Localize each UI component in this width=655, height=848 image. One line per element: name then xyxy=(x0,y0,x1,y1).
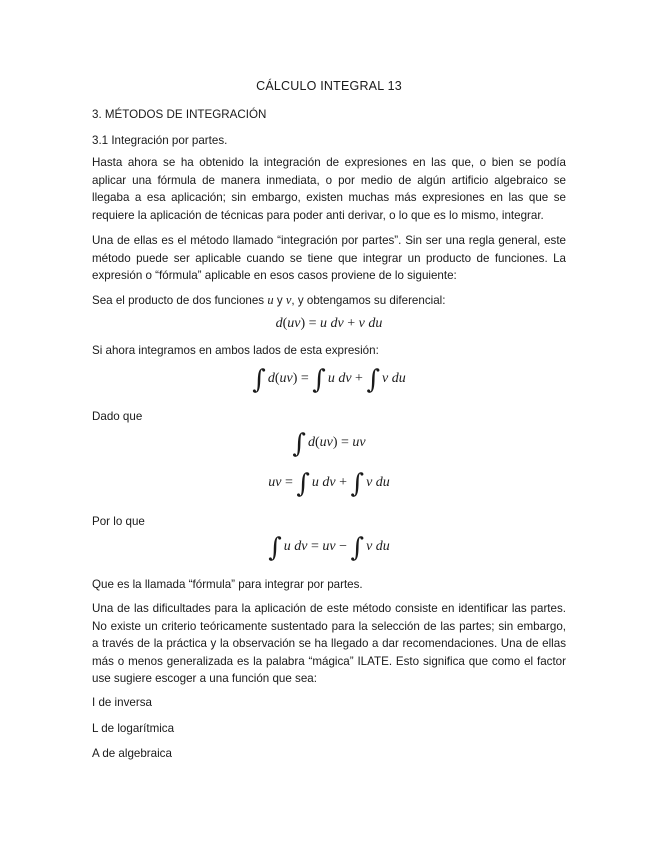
product-intro-line xyxy=(92,292,445,310)
section-heading: 3. MÉTODOS DE INTEGRACIÓN xyxy=(92,108,267,121)
product-intro-text: Sea el producto de dos funciones xyxy=(92,294,265,307)
ilate-item-logaritmica: L de logarítmica xyxy=(92,722,175,735)
formula-caption: Que es la llamada “fórmula” para integrar por partes. xyxy=(92,578,363,591)
equation-integral-duv: ∫ d(uv) = uv xyxy=(292,429,366,459)
paragraph-intro: Hasta ahora se ha obtenido la integración de expresiones en las que, o bien se podía aplicar una fórmula de manera inmediata, o por medio de algún artificio algebraico se llegaba a esa aplicación; sin embargo, existen muchas más expresiones en las que se requiere la aplicación de técnicas para poder anti derivar, o lo que es lo mismo, integrar. xyxy=(92,156,566,222)
variable-u: u xyxy=(267,293,274,307)
integrate-intro: Si ahora integramos en ambos lados de esta expresión: xyxy=(92,344,379,357)
equation-uv: uv = ∫ u dv + ∫ v du xyxy=(268,469,390,499)
paragraph-ilate: Una de las dificultades para la aplicación de este método consiste en identificar las partes. No existe un criterio teóricamente sustentado para la selección de las partes; sin embargo, a través de la práctica y la observación se ha llegado a dar recomendaciones. Una de ellas más o menos generalizada es la palabra “mágica” ILATE. Esto significa que como el factor use sugiere escoger a una función que sea: xyxy=(92,602,566,685)
dado-que-label: Dado que xyxy=(92,410,143,423)
ilate-item-algebraica: A de algebraica xyxy=(92,747,172,760)
product-intro-end: , y obtengamos su diferencial: xyxy=(291,294,446,307)
equation-differential: d(uv) = u dv + v du xyxy=(275,316,383,331)
paragraph-method: Una de ellas es el método llamado “integración por partes”. Sin ser una regla general, este método puede ser aplicable cuando se tiene que integrar un producto de funciones. La expresión o “fórmula” aplicable en esos casos proviene de lo siguiente: xyxy=(92,234,566,282)
page-title: CÁLCULO INTEGRAL 13 xyxy=(256,79,402,93)
variable-v: v xyxy=(285,293,292,307)
subsection-heading: 3.1 Integración por partes. xyxy=(92,134,228,147)
conjunction-y: y xyxy=(276,294,283,307)
ilate-item-inversa: I de inversa xyxy=(92,696,152,709)
equation-integrated: ∫ d(uv) = ∫ u dv + ∫ v du xyxy=(252,365,406,395)
equation-parts-formula: ∫ u dv = uv − ∫ v du xyxy=(268,533,390,563)
por-lo-que-label: Por lo que xyxy=(92,515,145,528)
